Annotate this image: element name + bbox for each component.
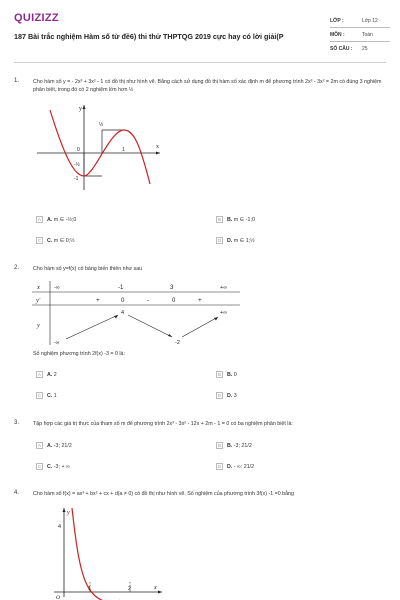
option-letter: C — [37, 464, 42, 469]
option-value: m ∈ -1;0 — [233, 216, 255, 223]
x-value: -1 — [118, 285, 124, 291]
option-key: B. — [227, 442, 233, 449]
question-1 — [14, 78, 386, 248]
option-b[interactable] — [216, 442, 252, 449]
option-letter: C — [37, 393, 42, 398]
meta-subject — [330, 28, 390, 42]
x-value: +∞ — [220, 285, 228, 291]
option-a[interactable] — [36, 216, 76, 223]
x-value: -∞ — [54, 285, 60, 291]
option-a[interactable] — [36, 442, 72, 449]
tick-two: 2 — [128, 586, 132, 592]
option-letter: D — [217, 393, 222, 398]
meta-count — [330, 42, 390, 56]
sign: + — [198, 297, 202, 304]
meta-info — [330, 14, 390, 56]
tick-neg-one: -1 — [74, 176, 79, 182]
quizizz-logo: QUIZIZZ — [14, 12, 59, 24]
option-value: -3; 21/2 — [53, 442, 72, 449]
option-key: C. — [47, 237, 53, 244]
tick-half: ½ — [99, 122, 104, 128]
tick-one: 1 — [88, 586, 92, 592]
option-value: m ∈ 1;½ — [233, 237, 255, 244]
cubic-graph-figure-2 — [50, 504, 170, 600]
option-key: D. — [227, 237, 233, 244]
question-2 — [14, 265, 386, 407]
axis-x-label: x — [154, 585, 157, 591]
option-d[interactable] — [216, 463, 254, 470]
origin-label: 0 — [77, 147, 80, 153]
option-value: 1 — [53, 392, 57, 399]
option-value: m ∈ -½;0 — [53, 216, 77, 223]
row-x-label: x — [37, 284, 40, 291]
option-key: B. — [227, 371, 233, 378]
option-d[interactable] — [216, 237, 255, 244]
tick-four: 4 — [58, 524, 62, 530]
option-value: -3; + ∞ — [53, 463, 70, 470]
y-left-inf: -∞ — [54, 340, 60, 346]
question-3 — [14, 420, 386, 480]
option-key: A. — [47, 216, 53, 223]
y-max: 4 — [121, 310, 125, 316]
origin-label: O — [56, 595, 60, 600]
y-min: -2 — [175, 340, 180, 346]
tick-neg-half: -½ — [74, 162, 80, 168]
option-letter: A — [36, 442, 43, 449]
meta-class — [330, 14, 390, 28]
document-title: 187 Bài trắc nghiệm Hàm số từ đề6) thi thử THPTQG 2019 cực hay có lời giải(P — [14, 32, 284, 41]
row-y-label: y — [37, 322, 40, 329]
axis-y-label: y — [67, 510, 70, 516]
option-value: 3 — [233, 392, 237, 399]
option-a[interactable] — [36, 371, 57, 378]
row-yprime-label: y' — [36, 297, 41, 304]
option-key: D. — [227, 463, 233, 470]
sign: 0 — [121, 298, 125, 304]
sign: - — [147, 297, 150, 304]
option-key: B. — [227, 216, 233, 223]
question-number: 3. — [14, 420, 20, 426]
option-key: C. — [47, 463, 53, 470]
option-value: m ∈ 0;½ — [53, 237, 75, 244]
option-key: A. — [47, 371, 53, 378]
option-letter: B — [216, 216, 223, 223]
cubic-graph-figure — [32, 100, 167, 195]
option-d[interactable] — [216, 392, 237, 399]
option-c[interactable] — [36, 237, 75, 244]
meta-key: MÔN : — [330, 31, 345, 38]
meta-value: 25 — [362, 46, 368, 52]
y-right-inf: +∞ — [220, 310, 228, 316]
option-letter: A — [36, 371, 43, 378]
option-c[interactable] — [36, 392, 57, 399]
header-divider — [14, 62, 386, 63]
option-value: 0 — [233, 371, 237, 378]
tick-one: 1 — [122, 147, 125, 153]
option-letter: A — [36, 216, 43, 223]
option-value: 2 — [53, 371, 57, 378]
meta-value: Toán — [362, 31, 373, 38]
option-value: -3; 21/2 — [233, 442, 252, 449]
question-4 — [14, 490, 386, 600]
question-number: 1. — [14, 78, 20, 84]
option-key: C. — [47, 392, 53, 399]
meta-key: SỐ CÂU : — [330, 46, 353, 52]
option-value: - ∞; 21/2 — [233, 463, 255, 470]
question-text: Cho hàm số f(x) = ax³ + bx² + cx + d(a ≠ 0) có đồ thị như hình vẽ. Số nghiệm của phương trình 3f(x) -1 =0 bằng — [33, 491, 294, 497]
option-c[interactable] — [36, 463, 70, 470]
question-text: Cho hàm số y=f(x) có bảng biến thiên như sau — [33, 266, 143, 272]
option-letter: C — [37, 238, 42, 243]
x-value: 3 — [170, 285, 174, 291]
option-letter: B — [216, 442, 223, 449]
sign: 0 — [172, 298, 176, 304]
option-letter: D — [217, 464, 222, 469]
meta-value: Lớp 12 — [362, 17, 378, 24]
question-text: Tập hợp các giá trị thực của tham số m để phương trình 2x³ - 3x² - 12x + 2m - 1 = 0 có ba nghiệm phân biệt là: — [33, 421, 293, 427]
variation-table — [32, 279, 242, 349]
option-key: D. — [227, 392, 233, 399]
question-text: Cho hàm số y = - 2x³ + 3x² - 1 có đồ thị như hình vẽ. Bằng cách sử dụng đồ thị hàm số xác định m để phương trình 2x³ - 3x² = 2m có đúng 3 nghiệm phân biệt, trong đó có 2 nghiệm lớn hơn ½ — [33, 79, 382, 93]
option-b[interactable] — [216, 216, 255, 223]
question-number: 2. — [14, 265, 20, 271]
option-letter: B — [216, 371, 223, 378]
axis-x-label: x — [156, 144, 159, 150]
option-b[interactable] — [216, 371, 237, 378]
question-number: 4. — [14, 490, 20, 496]
question-subtext: Số nghiệm phương trình 2f(x) -3 = 0 là: — [33, 351, 125, 357]
sign: + — [96, 297, 100, 304]
option-letter: D — [217, 238, 222, 243]
meta-key: LỚP : — [330, 17, 344, 24]
option-key: A. — [47, 442, 53, 449]
axis-y-label: y — [79, 106, 82, 112]
